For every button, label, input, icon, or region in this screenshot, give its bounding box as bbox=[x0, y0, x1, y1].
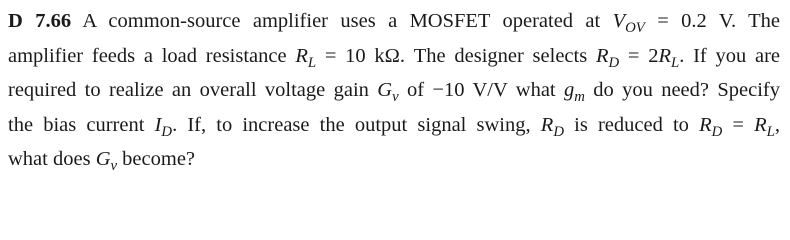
math-subscript: OV bbox=[625, 20, 645, 37]
math-subscript: m bbox=[574, 89, 585, 106]
math-subscript: D bbox=[711, 123, 723, 140]
math-symbol: G bbox=[377, 79, 393, 101]
math-symbol: V bbox=[612, 10, 626, 32]
math-subscript: L bbox=[766, 123, 775, 140]
problem-number: D 7.66 bbox=[8, 10, 72, 32]
problem-line-3 bbox=[8, 75, 780, 110]
text-segment: do you need? Specify bbox=[584, 79, 780, 101]
text-segment: , bbox=[774, 113, 780, 136]
math-symbol: R bbox=[699, 113, 712, 136]
text-segment: . If, to increase the output signal swing, bbox=[172, 113, 541, 136]
text-segment: = 0.2 V. The bbox=[644, 10, 780, 32]
math-subscript: v bbox=[110, 158, 118, 175]
math-subscript: L bbox=[670, 54, 680, 71]
problem-line-1 bbox=[8, 6, 780, 41]
text-segment: . If you are bbox=[679, 44, 780, 67]
math-symbol: g bbox=[563, 79, 575, 101]
text-segment: required to realize an overall voltage gain bbox=[8, 79, 378, 101]
text-segment: is reduced to bbox=[563, 113, 700, 136]
math-subscript: D bbox=[608, 54, 620, 71]
text-segment: amplifier feeds a load resistance bbox=[8, 44, 296, 67]
text-segment: of −10 V/V what bbox=[398, 79, 564, 101]
problem-line-2 bbox=[8, 41, 780, 76]
math-subscript: D bbox=[553, 123, 564, 140]
math-subscript: v bbox=[392, 89, 399, 106]
math-subscript: L bbox=[307, 54, 317, 71]
text-segment: become? bbox=[117, 148, 196, 170]
text-segment: = bbox=[722, 113, 755, 136]
math-symbol: I bbox=[154, 113, 162, 136]
math-symbol: R bbox=[295, 44, 308, 67]
text-segment: A common-source amplifier uses a MOSFET operated at bbox=[71, 10, 613, 32]
math-symbol: R bbox=[658, 44, 671, 67]
text-segment: what does bbox=[8, 148, 96, 170]
math-symbol: R bbox=[540, 113, 554, 136]
text-segment: = 2 bbox=[619, 44, 659, 67]
text-segment: = 10 kΩ. The designer selects bbox=[316, 44, 596, 67]
text-segment: the bias current bbox=[8, 113, 155, 136]
math-symbol: R bbox=[754, 113, 767, 136]
problem-line-4 bbox=[8, 110, 780, 145]
math-symbol: G bbox=[95, 148, 111, 170]
math-symbol: R bbox=[595, 44, 609, 67]
math-subscript: D bbox=[161, 123, 173, 140]
problem-line-5 bbox=[8, 144, 780, 179]
